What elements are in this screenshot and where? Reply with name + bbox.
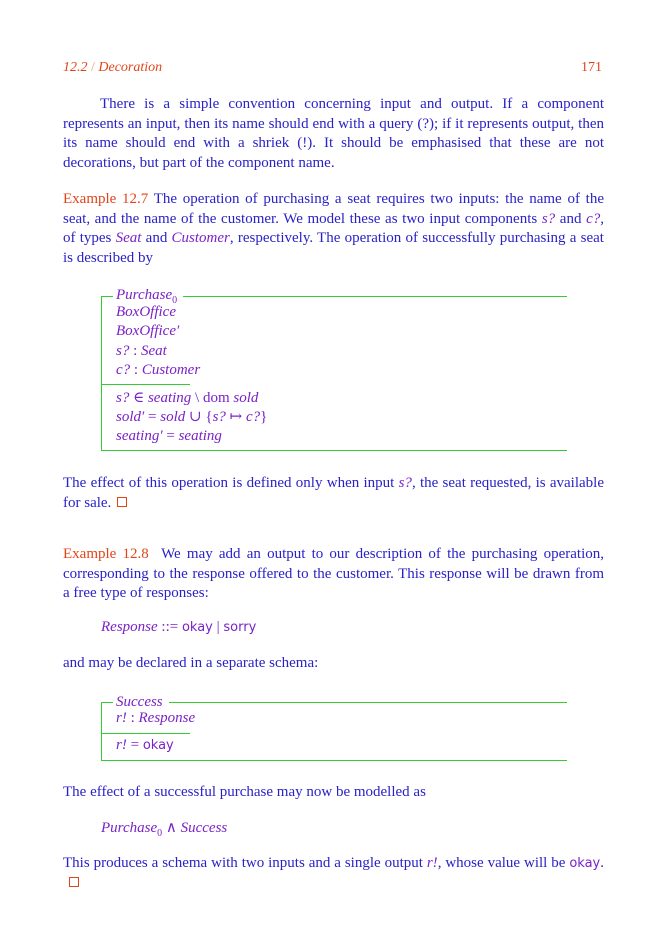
- math-op: =: [126, 737, 143, 753]
- math-type: Customer: [141, 362, 201, 378]
- math-var: s?: [116, 343, 130, 359]
- math-type: Response: [101, 619, 158, 635]
- schema-decl: [116, 361, 200, 381]
- schema-divider: [101, 384, 190, 385]
- math-var: s?: [541, 210, 556, 227]
- schema-decl: BoxOffice: [116, 304, 176, 320]
- para-text: This produces a schema with two inputs and a single output: [63, 855, 427, 871]
- math-type: Seat: [141, 343, 167, 359]
- schema-divider: [101, 733, 190, 734]
- para-text: The effect of this operation is defined only when input: [63, 475, 399, 491]
- para-text: , whose value will be: [437, 855, 570, 871]
- math-op: }: [260, 409, 268, 425]
- math-op: =: [144, 409, 161, 425]
- schema-decl: [116, 709, 195, 729]
- example-text: and: [555, 210, 587, 227]
- schema-name-subscript: 0: [172, 294, 178, 306]
- math-type: Purchase: [101, 820, 158, 836]
- math-var: s?: [116, 390, 130, 406]
- math-op: ∈: [129, 390, 148, 406]
- schema-decl: [116, 342, 167, 362]
- schema-rule: [101, 296, 113, 297]
- math-op: ∧: [162, 820, 181, 836]
- schema-predicate: [116, 408, 267, 428]
- math-var: sold: [160, 409, 186, 425]
- math-op: \ dom: [191, 390, 234, 406]
- math-op: ::=: [157, 619, 182, 635]
- section-number: 12.2: [63, 60, 88, 75]
- math-op: =: [162, 428, 179, 444]
- paragraph-convention: There is a simple convention concerning input and output. If a component represents an input, then its name should end with a query (?); if it represents output, then its name should end with a shriek (!). It should be emphasised that these are not decorations, but part of the component name.: [63, 96, 604, 171]
- math-op: |: [212, 619, 224, 635]
- example-label: Example 12.8: [63, 546, 149, 562]
- schema-bottom-rule: [101, 450, 567, 451]
- schema-predicate: [116, 389, 258, 409]
- example-12-7: [63, 190, 604, 268]
- math-op: :: [129, 343, 142, 359]
- math-type: Seat: [115, 230, 142, 247]
- paragraph-declared: and may be declared in a separate schema:: [63, 655, 319, 671]
- schema-predicate: [116, 736, 174, 756]
- math-op: ↦: [225, 409, 246, 425]
- page-number: 171: [581, 60, 602, 75]
- math-var: r!: [426, 855, 438, 871]
- math-var: r!: [116, 737, 127, 753]
- example-text: , respectively. The operation of successfully purchasing a seat is described by: [63, 230, 604, 266]
- section-title: Decoration: [98, 60, 163, 75]
- para-text: .: [600, 855, 604, 871]
- math-var: c?: [116, 362, 131, 378]
- math-constant: okay: [569, 856, 601, 871]
- running-header-section: [63, 60, 162, 76]
- schema-name-text: Purchase: [116, 286, 173, 303]
- paragraph-produces: [63, 854, 604, 893]
- math-var: s?: [398, 475, 412, 491]
- schema-left-rule: [101, 297, 102, 451]
- math-type: Customer: [171, 230, 230, 247]
- schema-predicate: [116, 427, 222, 447]
- schema-rule: [169, 702, 567, 703]
- example-12-8: [63, 545, 604, 604]
- math-op: ∪ {: [185, 409, 213, 425]
- schema-decl: BoxOffice′: [116, 323, 180, 339]
- schema-rule: [101, 702, 113, 703]
- math-constant: sorry: [223, 620, 257, 635]
- example-text: , of types: [63, 210, 604, 247]
- example-text: We may add an output to our description of the purchasing operation, corresponding to the response offered to the customer. This response will be drawn from a free type of responses:: [63, 546, 604, 602]
- math-var: s?: [212, 409, 226, 425]
- end-of-example-box: [69, 877, 79, 887]
- header-separator: /: [91, 60, 95, 75]
- math-type: Success: [180, 820, 228, 836]
- math-var: r!: [116, 710, 127, 726]
- schema-success: [101, 689, 567, 763]
- paragraph-effect: [63, 474, 604, 513]
- math-var: seating′: [116, 428, 163, 444]
- example-text: The operation of purchasing a seat requires two inputs: the name of the seat, and the name of the customer. We model these as two input components: [63, 191, 604, 227]
- schema-bottom-rule: [101, 760, 567, 761]
- example-text: and: [141, 230, 172, 247]
- math-var: sold: [233, 390, 259, 406]
- math-var: seating: [147, 390, 192, 406]
- math-constant: okay: [181, 620, 213, 635]
- schema-left-rule: [101, 703, 102, 761]
- math-subscript: 0: [157, 828, 163, 839]
- math-op: :: [130, 362, 142, 378]
- schema-name: Success: [116, 693, 163, 710]
- para-text: , the seat requested, is available for sale.: [63, 475, 605, 511]
- math-constant: okay: [142, 738, 174, 753]
- paragraph-modelled: The effect of a successful purchase may now be modelled as: [63, 784, 426, 800]
- end-of-example-box: [117, 497, 127, 507]
- schema-purchase0: [101, 283, 567, 453]
- math-var: c?: [586, 210, 601, 227]
- schema-rule: [183, 296, 567, 297]
- math-type: Response: [138, 710, 196, 726]
- math-var: sold′: [116, 409, 145, 425]
- schema-composition: [101, 818, 227, 839]
- free-type-definition: [101, 619, 256, 636]
- math-var: seating: [178, 428, 222, 444]
- math-op: :: [126, 710, 139, 726]
- example-label: Example 12.7: [63, 191, 149, 207]
- math-var: c?: [245, 409, 261, 425]
